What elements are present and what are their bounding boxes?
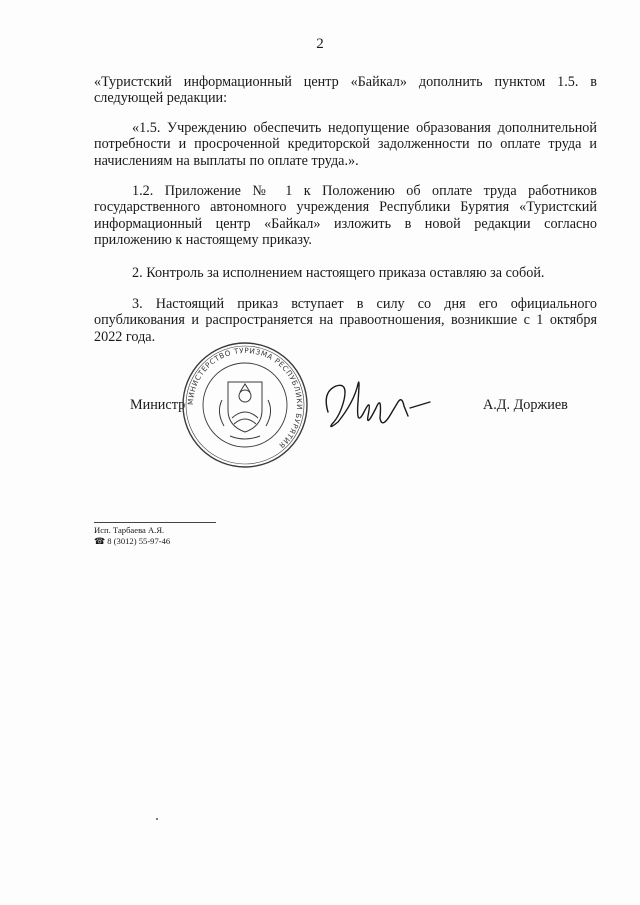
handwritten-signature-icon [318,372,438,436]
seal-text: МИНИСТЕРСТВО ТУРИЗМА РЕСПУБЛИКИ БУРЯТИЯ [185,345,305,451]
footer-divider [94,522,216,523]
coat-of-arms-icon [219,382,270,439]
paragraph-quote-1-5: «1.5. Учреждению обеспечить недопущение образования дополнительной потребности и просроченной кредиторской задолженности по оплате труда и начислениям на выплаты по оплате труда.». [94,120,597,169]
paragraph-item-1-2: 1.2. Приложение № 1 к Положению об оплате труда работников государственного автономного учреждения Республики Бурятия «Туристский информационный центр «Байкал» изложить в новой редакции согласно приложению к настоящему приказу. [94,183,597,249]
phone-icon: ☎ [94,536,106,546]
paragraph-intro: «Туристский информационный центр «Байкал» дополнить пунктом 1.5. в следующей редакции: [94,74,597,107]
executor-name: Исп. Тарбаева А.Я. [94,525,165,535]
paragraph-item-3: 3. Настоящий приказ вступает в силу со дня его официального опубликования и распространяется на правоотношения, возникшие с 1 октября 2022 года. [94,296,597,345]
executor-phone-line [94,536,216,547]
footer-executor-info [94,522,216,547]
scan-speck [156,818,158,820]
signer-title: Министр [130,397,186,413]
paragraph-item-2: 2. Контроль за исполнением настоящего приказа оставляю за собой. [132,265,545,281]
page-number: 2 [316,36,324,52]
signer-name: А.Д. Доржиев [483,397,568,413]
official-seal-stamp-icon [170,340,320,470]
executor-phone: 8 (3012) 55-97-46 [107,536,171,546]
